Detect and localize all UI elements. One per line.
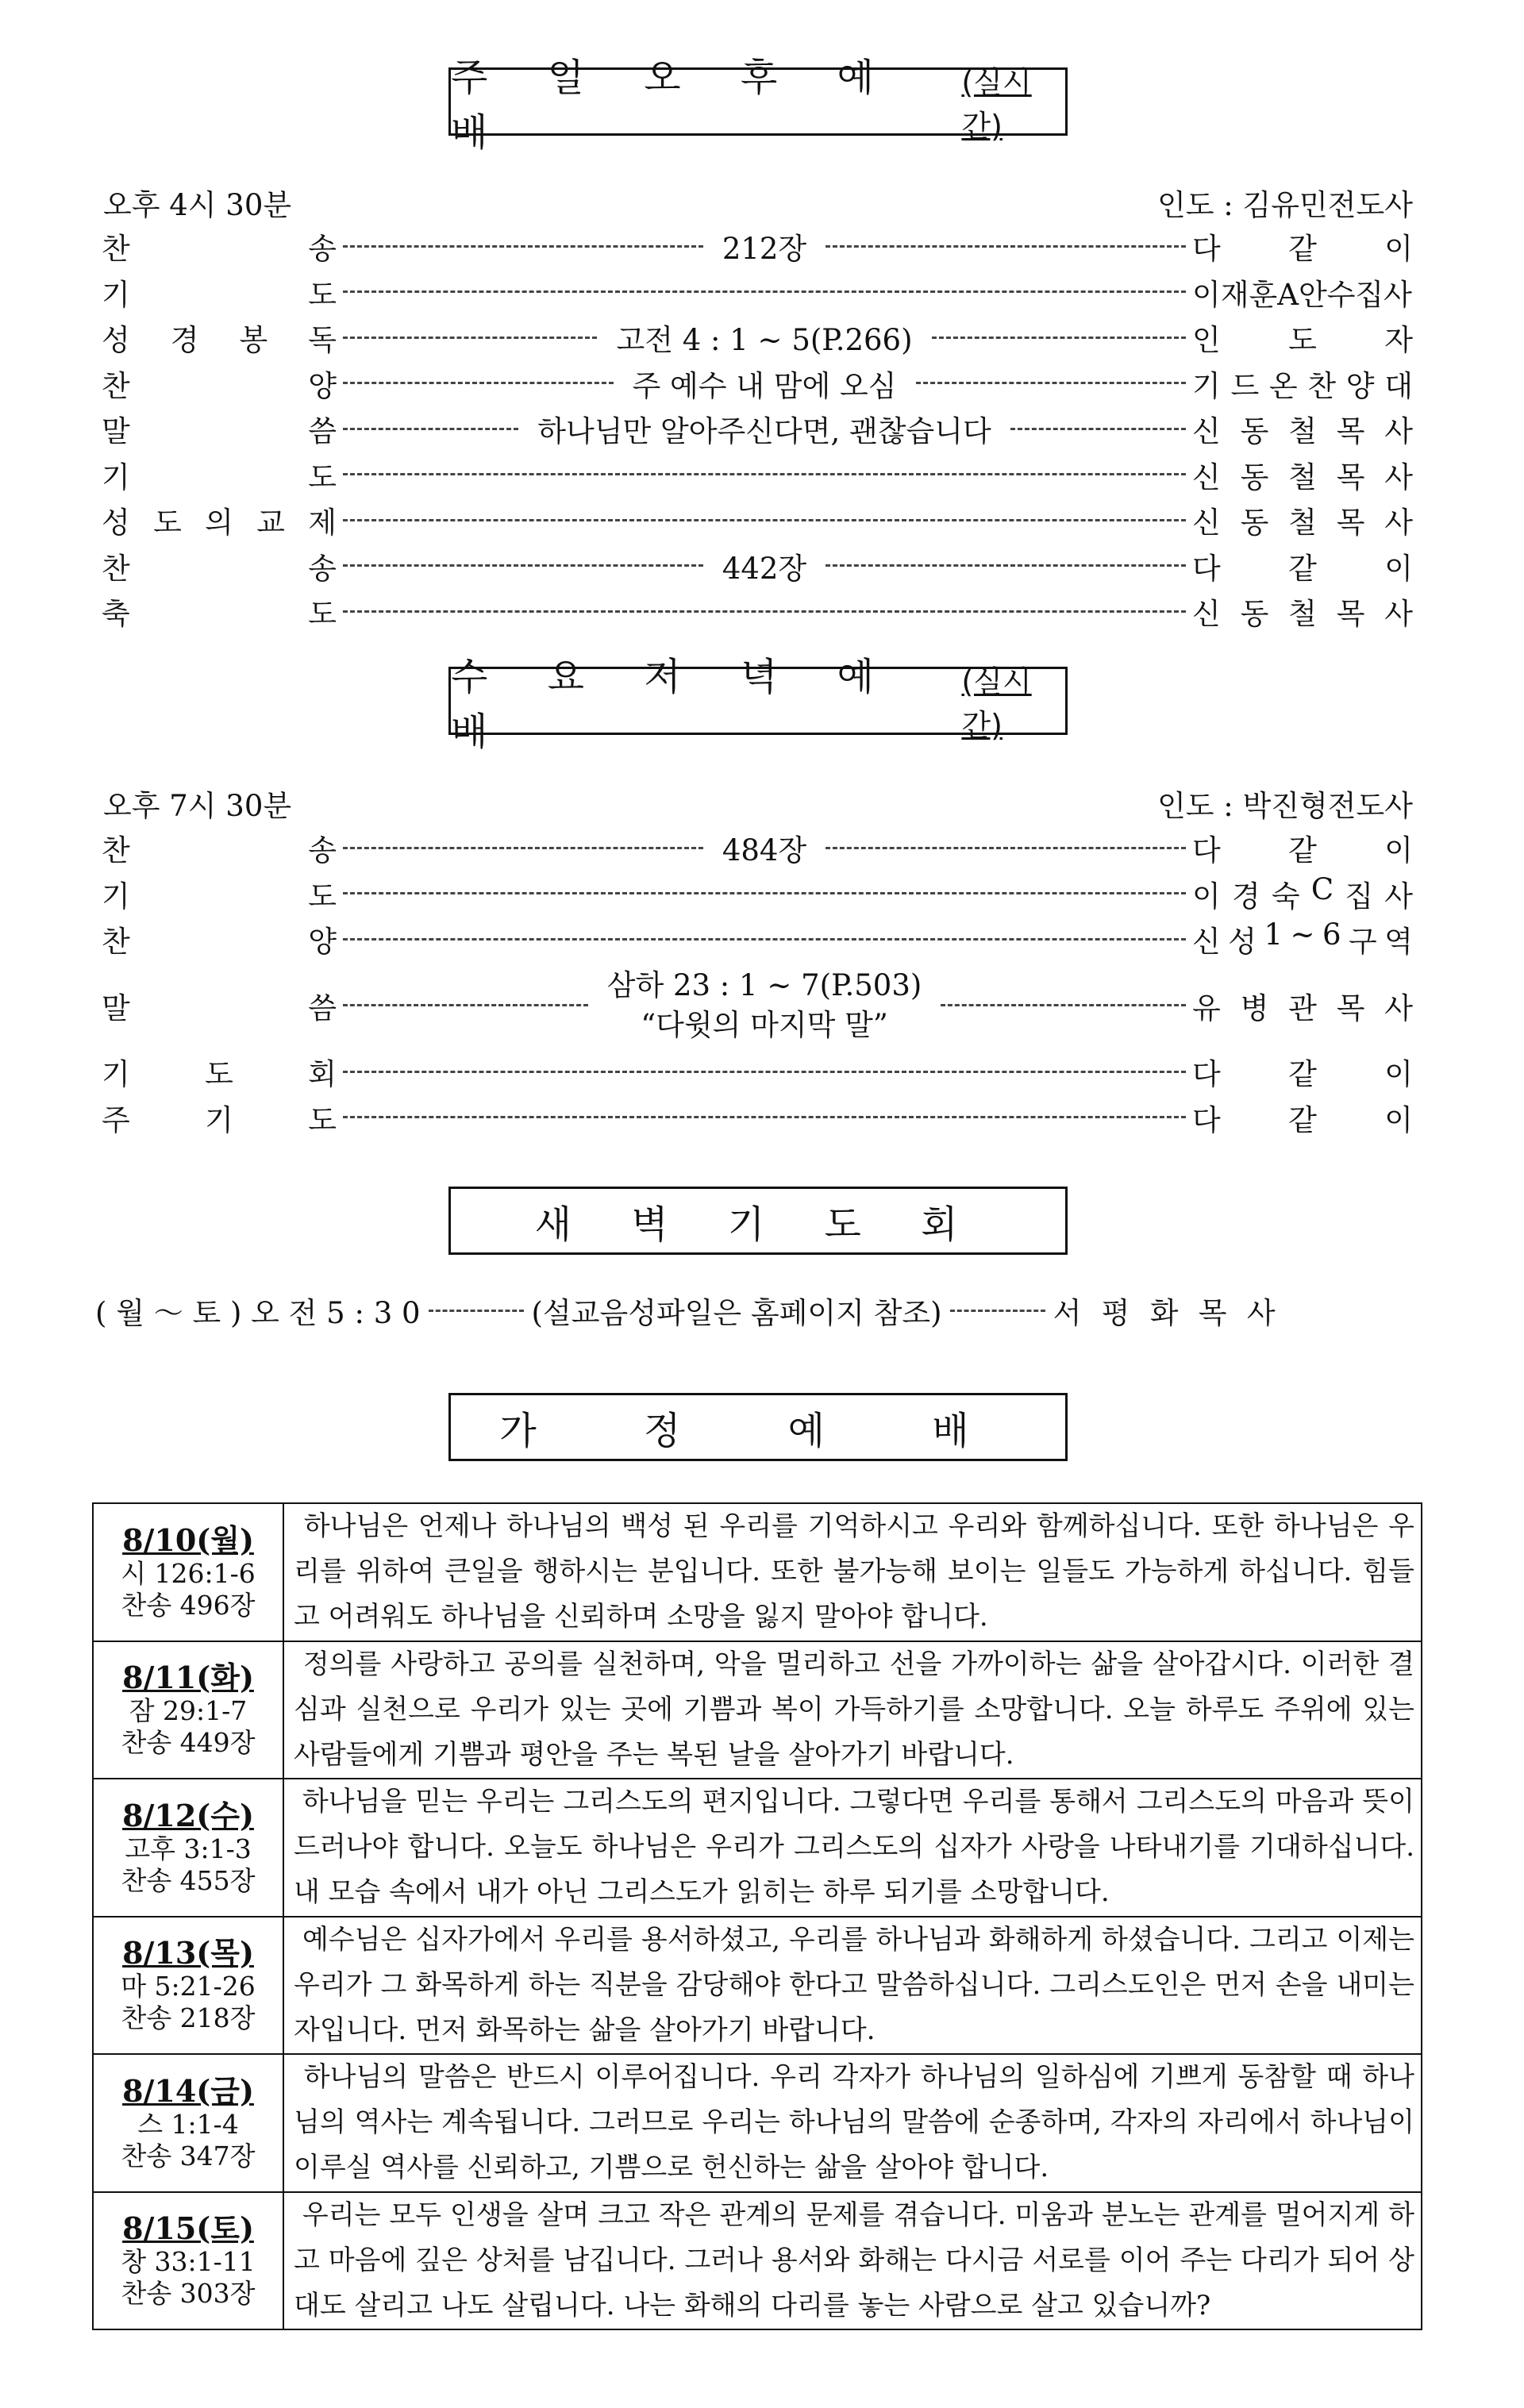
day-hymn: 찬송 496장	[121, 1589, 256, 1621]
dawn-note: (설교음성파일은 홈페이지 참조)	[531, 1296, 942, 1330]
char: 같	[1288, 1102, 1317, 1137]
order-person	[1192, 316, 1413, 359]
char: 목	[1336, 597, 1365, 631]
char: 주	[102, 1102, 130, 1137]
order-content-text	[595, 966, 935, 1045]
char: 제	[308, 506, 337, 540]
char: 교	[256, 506, 285, 540]
leader-dots	[343, 245, 703, 248]
order-label	[102, 872, 337, 915]
char: 도	[1288, 323, 1317, 357]
dawn-prayer-title: 새 벽 기 도 회	[534, 1202, 982, 1247]
order-person	[1192, 498, 1413, 541]
leader-dots	[343, 847, 703, 849]
day-date: 8/13(목)	[122, 1935, 254, 1971]
order-row	[102, 544, 1413, 588]
order-label	[102, 1050, 337, 1093]
devotion-text: 하나님은 언제나 하나님의 백성 된 우리를 기억하시고 우리와 함께하십니다. 또한 하나님은 우리를 위하여 큰일을 행하시는 분입니다. 또한 불가능해 보이는 일들도 가능하게 하십니다. 힘들고 어려워도 하나님을 신뢰하며 소망을 잃지 말아야 합니다.	[283, 1503, 1422, 1641]
order-label	[102, 271, 337, 314]
char: 송	[308, 833, 337, 867]
order-label	[102, 316, 337, 359]
sunday-service-title: 주 일 오 후 예 배	[451, 56, 898, 155]
leader-dots	[826, 847, 1186, 849]
order-content	[337, 1071, 1192, 1073]
char: 도	[308, 1102, 337, 1137]
order-content	[337, 290, 1192, 293]
char: 다	[1192, 833, 1221, 867]
char: 서	[1053, 1296, 1082, 1330]
char: 같	[1288, 833, 1317, 867]
order-person	[1192, 590, 1413, 633]
char: 목	[1336, 414, 1365, 448]
char: 신	[1192, 460, 1221, 494]
char: 성	[102, 323, 130, 357]
sunday-service-leader: 인도 : 김유민전도사	[1157, 188, 1413, 222]
day-hymn: 찬송 455장	[121, 1864, 256, 1896]
sunday-service-title-box	[448, 56, 1068, 155]
char: 목	[1336, 460, 1365, 494]
day-hymn: 찬송 218장	[121, 2002, 256, 2034]
leader-dots	[1010, 428, 1186, 430]
char: 관	[1288, 991, 1317, 1025]
order-person	[1192, 984, 1413, 1027]
day-verse: 창 33:1-11	[121, 2246, 256, 2278]
char: 신	[1192, 414, 1221, 448]
char: 인	[1192, 323, 1221, 357]
leader-dots	[343, 428, 518, 430]
day-verse: 스 1:1-4	[137, 2108, 239, 2140]
order-content	[337, 826, 1192, 869]
char: 성	[102, 506, 130, 540]
char: 기	[205, 1102, 233, 1137]
order-row	[102, 498, 1413, 542]
char: 6	[1322, 917, 1341, 952]
char: 말	[102, 991, 130, 1025]
dawn-prayer-row	[95, 1290, 1413, 1331]
order-content-text: 484장	[722, 833, 807, 867]
order-label	[102, 407, 337, 450]
leader-dots	[343, 938, 1186, 941]
char: 같	[1288, 1057, 1317, 1091]
char: 사	[1384, 991, 1413, 1025]
char: 신	[1192, 506, 1221, 540]
leader-dots	[932, 337, 1186, 339]
char: 동	[1240, 460, 1269, 494]
leader-dots	[916, 382, 1187, 384]
scripture-ref: 삼하 23 : 1 ~ 7(P.503)	[606, 967, 922, 1002]
char: 찬	[102, 232, 130, 266]
day-date: 8/11(화)	[122, 1660, 254, 1696]
char: 씀	[308, 991, 337, 1025]
order-person	[1192, 225, 1413, 267]
order-person	[1192, 362, 1413, 405]
char: 신	[1192, 597, 1221, 631]
order-row	[102, 1095, 1413, 1140]
order-person	[1192, 271, 1413, 314]
leader-dots	[343, 1004, 588, 1006]
home-worship-row	[93, 1641, 1422, 1779]
order-row	[102, 406, 1413, 451]
char: 역	[1384, 925, 1413, 959]
leader-dots	[343, 382, 614, 384]
char: 동	[1240, 597, 1269, 631]
leader-dots	[343, 610, 1186, 613]
char: 찬	[102, 551, 130, 586]
order-content-text: 442장	[722, 551, 807, 586]
char: 도	[308, 460, 337, 494]
day-cell	[93, 1641, 283, 1779]
sermon-title: “다윗의 마지막 말”	[641, 1007, 888, 1042]
order-content	[337, 316, 1192, 359]
order-person	[1192, 453, 1413, 496]
order-label	[102, 498, 337, 541]
order-label	[102, 362, 337, 405]
leader-dots	[343, 1116, 1186, 1118]
char: 도	[153, 506, 182, 540]
dawn-schedule: ( 월 ～ 토 ) 오 전 5 : 3 0	[95, 1296, 421, 1330]
char: 사	[1384, 506, 1413, 540]
char: 축	[102, 597, 130, 631]
leader-dots	[343, 473, 1186, 475]
day-date: 8/14(금)	[122, 2072, 254, 2109]
devotion-text: 정의를 사랑하고 공의를 실천하며, 악을 멀리하고 선을 가까이하는 삶을 살아갑시다. 이러한 결심과 실천으로 우리가 있는 곳에 기쁨과 복이 가득하기를 소망합니다. 오늘 하루도 주위에 있는 사람들에게 기쁨과 평안을 주는 복된 날을 살아가기 바랍니다.	[283, 1641, 1422, 1779]
char: 철	[1288, 506, 1317, 540]
leader-dots	[429, 1310, 524, 1312]
char: 목	[1336, 506, 1365, 540]
char: 도	[205, 1057, 233, 1091]
order-content	[337, 892, 1192, 894]
char: 다	[1192, 1102, 1221, 1137]
char: 동	[1240, 506, 1269, 540]
char: 철	[1288, 460, 1317, 494]
leader-dots	[826, 564, 1186, 567]
order-label	[102, 590, 337, 633]
wednesday-service-title: 수 요 저 녁 예 배	[451, 655, 898, 754]
char: C	[1310, 871, 1334, 906]
order-label	[102, 917, 337, 960]
char: 1	[1264, 917, 1283, 952]
home-worship-row	[93, 2192, 1422, 2330]
order-label	[102, 453, 337, 496]
char: 찬	[102, 925, 130, 959]
order-content	[337, 407, 1192, 450]
char: 씀	[308, 414, 337, 448]
char: 도	[308, 597, 337, 631]
leader-dots	[343, 337, 597, 339]
order-content-text: 212장	[722, 232, 807, 266]
char: 이	[1384, 232, 1413, 266]
char: 이	[1384, 551, 1413, 586]
home-worship-title-box	[448, 1393, 1068, 1461]
order-person	[1192, 826, 1413, 869]
order-content	[337, 544, 1192, 587]
home-worship-row	[93, 1779, 1422, 1917]
char: 평	[1101, 1296, 1130, 1330]
char: 독	[308, 323, 337, 357]
day-hymn: 찬송 449장	[121, 1727, 256, 1759]
char: 철	[1288, 414, 1317, 448]
wednesday-service-time: 오후 7시 30분	[103, 789, 292, 823]
char: 같	[1288, 551, 1317, 586]
home-worship-row	[93, 2054, 1422, 2192]
char: 이	[1384, 1102, 1413, 1137]
day-hymn: 찬송 303장	[121, 2278, 256, 2310]
char: 사	[1384, 879, 1413, 914]
char: 성	[1228, 925, 1257, 959]
char: 의	[205, 506, 233, 540]
day-cell	[93, 1779, 283, 1917]
leader-dots	[343, 892, 1186, 894]
day-verse: 시 126:1-6	[121, 1557, 256, 1589]
wednesday-service-info	[103, 782, 1413, 823]
order-content	[337, 473, 1192, 475]
char: 기	[102, 1057, 130, 1091]
char: 봉	[239, 323, 268, 357]
char: 화	[1149, 1296, 1179, 1330]
devotion-text: 예수님은 십자가에서 우리를 용서하셨고, 우리를 하나님과 화해하게 하셨습니다. 그리고 이제는 우리가 그 화목하게 하는 직분을 감당해야 한다고 말씀하십니다. 그리스도인은 먼저 손을 내미는 자입니다. 먼저 화목하는 삶을 살아가기 바랍니다.	[283, 1917, 1422, 2055]
order-content	[337, 610, 1192, 613]
char: 자	[1384, 323, 1413, 357]
char: 송	[308, 551, 337, 586]
day-verse: 잠 29:1-7	[129, 1695, 248, 1727]
char: 동	[1240, 414, 1269, 448]
dawn-prayer-title-box	[448, 1187, 1068, 1255]
order-content-text: 주 예수 내 맘에 오심	[632, 368, 897, 403]
char: 목	[1198, 1296, 1227, 1330]
day-date: 8/12(수)	[122, 1797, 254, 1833]
day-verse: 마 5:21-26	[121, 1971, 256, 2002]
char: 다	[1192, 551, 1221, 586]
char: 구	[1348, 925, 1377, 959]
order-row	[102, 917, 1413, 961]
leader-dots	[343, 519, 1186, 521]
home-worship-row	[93, 1917, 1422, 2055]
order-label	[102, 544, 337, 587]
order-content	[337, 1116, 1192, 1118]
char: 사	[1384, 414, 1413, 448]
order-row	[102, 589, 1413, 633]
sunday-service-info	[103, 181, 1413, 222]
char: 병	[1240, 991, 1269, 1025]
char: 집	[1345, 879, 1374, 914]
char: 경	[170, 323, 199, 357]
order-content-text: 고전 4 : 1 ~ 5(P.266)	[616, 323, 913, 357]
char: 찬	[1307, 368, 1337, 403]
char: 기	[1192, 368, 1221, 403]
char: 사	[1246, 1296, 1276, 1330]
char: 온	[1268, 368, 1298, 403]
leader-dots	[343, 564, 703, 567]
wednesday-service-title-note: (실시간)	[961, 664, 1032, 743]
order-person	[1192, 917, 1413, 960]
order-person	[1192, 1050, 1413, 1093]
char: 도	[308, 879, 337, 914]
char: 송	[308, 232, 337, 266]
char: 회	[308, 1057, 337, 1091]
order-row	[102, 871, 1413, 916]
day-cell	[93, 1503, 283, 1641]
order-content-text: 하나님만 알아주신다면, 괜찮습니다	[537, 414, 991, 448]
order-label	[102, 984, 337, 1027]
order-row	[102, 825, 1413, 870]
order-label	[102, 1096, 337, 1139]
char: 기	[102, 277, 130, 312]
day-date: 8/10(월)	[122, 1521, 254, 1558]
day-hymn: 찬송 347장	[121, 2140, 256, 2171]
order-person	[1192, 872, 1413, 915]
char: 드	[1230, 368, 1260, 403]
wednesday-service-title-box	[448, 655, 1068, 754]
day-date: 8/15(토)	[122, 2210, 254, 2247]
char: 신	[1192, 925, 1221, 959]
day-cell	[93, 2054, 283, 2192]
devotion-text: 하나님의 말씀은 반드시 이루어집니다. 우리 각자가 하나님의 일하심에 기쁘게 동참할 때 하나님의 역사는 계속됩니다. 그러므로 우리는 하나님의 말씀에 순종하며, 각자의 자리에서 하나님이 이루실 역사를 신뢰하고, 기쁨으로 헌신하는 삶을 살아야 합니다.	[283, 2054, 1422, 2192]
sunday-service-time: 오후 4시 30분	[103, 188, 292, 222]
day-cell	[93, 2192, 283, 2330]
order-row	[102, 452, 1413, 497]
char: 같	[1288, 232, 1317, 266]
devotion-text: 하나님을 믿는 우리는 그리스도의 편지입니다. 그렇다면 우리를 통해서 그리스도의 마음과 뜻이 드러나야 합니다. 오늘도 하나님은 우리가 그리스도의 십자가 사랑을 나타내기를 기대하십니다. 내 모습 속에서 내가 아닌 그리스도가 읽히는 하루 되기를 소망합니다.	[283, 1779, 1422, 1917]
char: 찬	[102, 833, 130, 867]
home-worship-row	[93, 1503, 1422, 1641]
home-worship-table	[92, 1502, 1422, 2330]
char: 철	[1288, 597, 1317, 631]
char: 경	[1231, 879, 1260, 914]
char: 사	[1384, 597, 1413, 631]
order-row	[102, 270, 1413, 314]
dawn-person	[1053, 1289, 1276, 1332]
day-cell	[93, 1917, 283, 2055]
order-label	[102, 826, 337, 869]
char: 숙	[1271, 879, 1300, 914]
char: ~	[1290, 917, 1315, 952]
order-content	[337, 519, 1192, 521]
home-worship-title: 가 정 예 배	[499, 1408, 1017, 1453]
char: 이재훈A안수집사	[1192, 277, 1412, 312]
order-row	[102, 963, 1413, 1048]
leader-dots	[343, 290, 1186, 293]
char: 이	[1384, 1057, 1413, 1091]
char: 기	[102, 460, 130, 494]
order-content	[337, 362, 1192, 405]
char: 이	[1192, 879, 1221, 914]
order-person	[1192, 407, 1413, 450]
order-row	[102, 315, 1413, 360]
wednesday-service-leader: 인도 : 박진형전도사	[1157, 789, 1413, 823]
order-person	[1192, 1096, 1413, 1139]
char: 이	[1384, 833, 1413, 867]
sunday-service-title-note: (실시간)	[961, 65, 1032, 144]
char: 기	[102, 879, 130, 914]
order-content	[337, 938, 1192, 941]
order-content	[337, 225, 1192, 267]
order-row	[102, 361, 1413, 406]
char: 사	[1384, 460, 1413, 494]
leader-dots	[950, 1310, 1045, 1312]
devotion-text: 우리는 모두 인생을 살며 크고 작은 관계의 문제를 겪습니다. 미움과 분노는 관계를 멀어지게 하고 마음에 깊은 상처를 남깁니다. 그러나 용서와 화해는 다시금 서로를 이어 주는 다리가 되어 상대도 살리고 나도 살립니다. 나는 화해의 다리를 놓는 사람으로 살고 있습니까?	[283, 2192, 1422, 2330]
char: 양	[308, 368, 337, 403]
char: 유	[1192, 991, 1221, 1025]
leader-dots	[343, 1071, 1186, 1073]
char: 목	[1336, 991, 1365, 1025]
order-content	[337, 966, 1192, 1045]
order-row	[102, 224, 1413, 268]
order-row	[102, 1049, 1413, 1094]
char: 다	[1192, 1057, 1221, 1091]
leader-dots	[941, 1004, 1186, 1006]
char: 양	[1345, 368, 1375, 403]
char: 양	[308, 925, 337, 959]
order-person	[1192, 544, 1413, 587]
char: 찬	[102, 368, 130, 403]
char: 말	[102, 414, 130, 448]
order-label	[102, 225, 337, 267]
char: 다	[1192, 232, 1221, 266]
char: 대	[1384, 368, 1413, 403]
day-verse: 고후 3:1-3	[125, 1833, 252, 1864]
leader-dots	[826, 245, 1186, 248]
char: 도	[308, 277, 337, 312]
